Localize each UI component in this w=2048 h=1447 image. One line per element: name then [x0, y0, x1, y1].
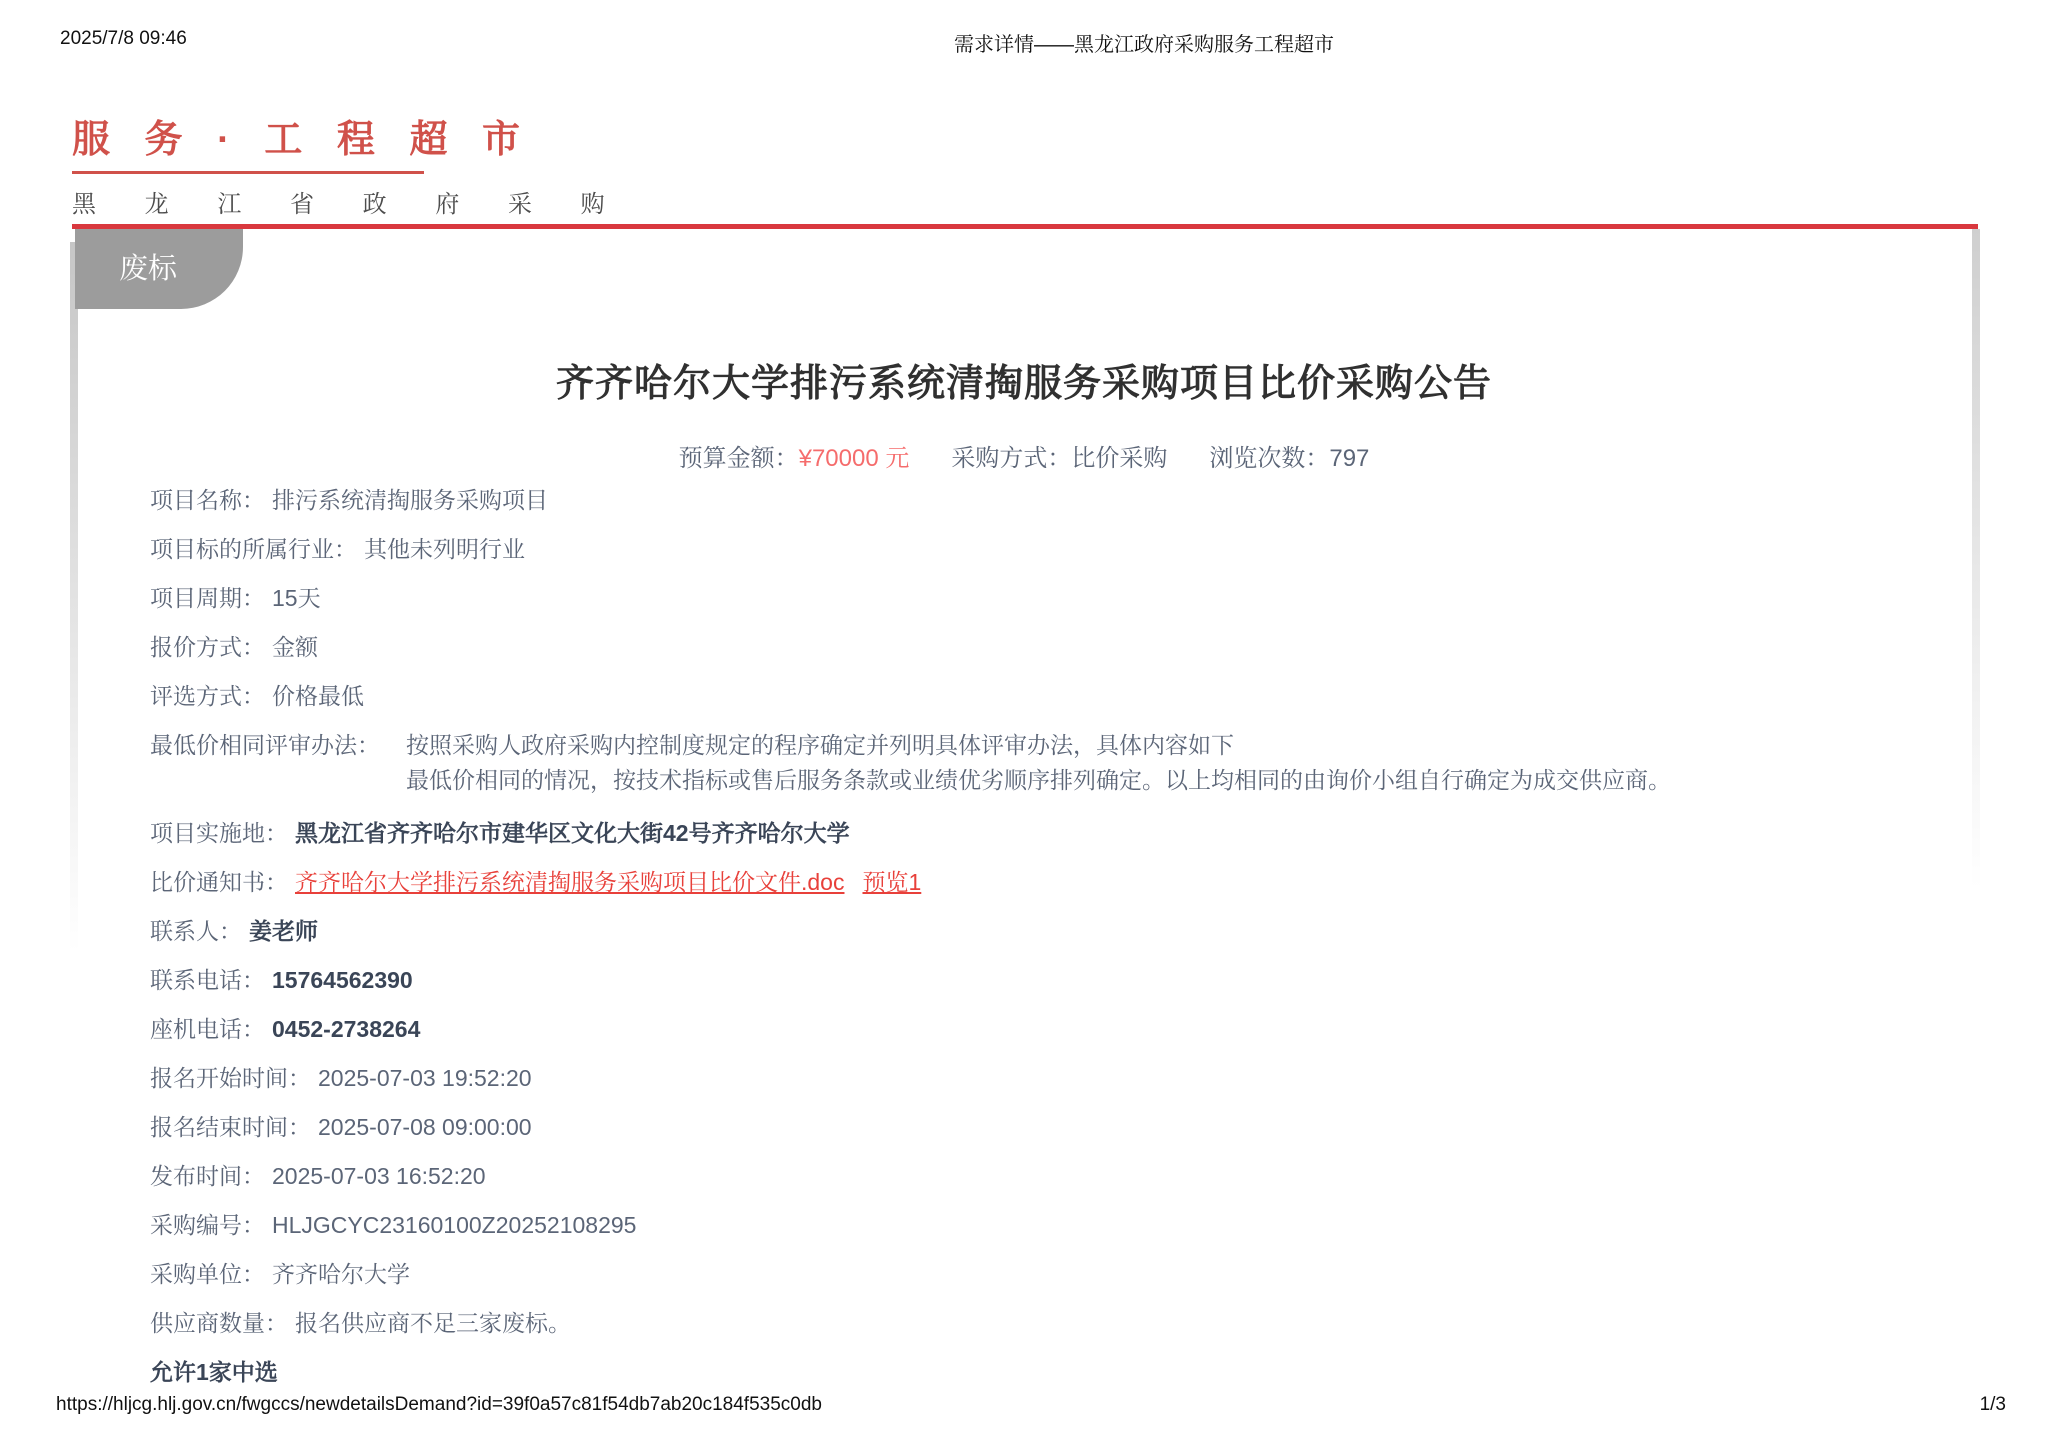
field-value: 15天	[272, 585, 321, 611]
field-value: 2025-07-03 19:52:20	[318, 1065, 532, 1091]
field-row-winner-allowance	[150, 1358, 1938, 1386]
field-row-tie-break-rule	[150, 731, 1938, 798]
field-label: 比价通知书：	[150, 869, 288, 895]
field-row-duration	[150, 584, 1938, 612]
field-row-signup-end	[150, 1113, 1938, 1141]
field-row-landline-phone	[150, 1015, 1938, 1043]
header-divider	[72, 224, 1978, 229]
method-group	[951, 438, 1167, 473]
field-row-project-name	[150, 486, 1938, 514]
budget-group	[679, 438, 910, 473]
budget-label: 预算金额：	[678, 445, 799, 472]
field-value: 排污系统清掏服务采购项目	[272, 487, 548, 513]
site-logo	[72, 108, 626, 219]
print-footer-page-number: 1/3	[1979, 1394, 2006, 1415]
field-value: 价格最低	[272, 683, 364, 709]
method-value: 比价采购	[1071, 445, 1168, 472]
field-value	[406, 728, 1671, 798]
field-row-selection-method	[150, 682, 1938, 710]
field-row-publish-time	[150, 1162, 1938, 1190]
field-value: 金额	[272, 634, 318, 660]
field-row-mobile-phone	[150, 966, 1938, 994]
field-value: 报名供应商不足三家废标。	[295, 1310, 571, 1336]
views-group	[1209, 438, 1369, 473]
field-row-procurement-no	[150, 1211, 1938, 1239]
field-row-purchaser	[150, 1260, 1938, 1288]
field-value: 2025-07-08 09:00:00	[318, 1114, 532, 1140]
field-label: 评选方式：	[150, 683, 265, 709]
field-label: 允许1家中选	[150, 1359, 278, 1385]
field-row-location	[150, 819, 1938, 847]
field-label: 项目周期：	[150, 585, 265, 611]
logo-underline	[72, 171, 424, 174]
field-label: 项目实施地：	[150, 820, 288, 846]
notice-preview-link[interactable]: 预览1	[862, 869, 922, 895]
views-value: 797	[1329, 445, 1370, 472]
field-value: 齐齐哈尔大学	[272, 1261, 410, 1287]
field-value: HLJGCYC23160100Z20252108295	[272, 1212, 637, 1238]
announcement-fields	[150, 486, 1938, 1407]
field-label: 报名结束时间：	[150, 1114, 311, 1140]
print-footer-url: https://hljcg.hlj.gov.cn/fwgccs/newdetailsDemand?id=39f0a57c81f54db7ab20c184f535c0db	[56, 1394, 822, 1415]
field-label: 座机电话：	[150, 1016, 265, 1042]
print-datetime: 2025/7/8 09:46	[60, 28, 187, 49]
field-value: 15764562390	[272, 967, 413, 993]
tie-break-line1: 按照采购人政府采购内控制度规定的程序确定并列明具体评审办法，具体内容如下	[406, 732, 1234, 758]
field-value: 姜老师	[249, 918, 318, 944]
tie-break-line2: 最低价相同的情况，按技术指标或售后服务条款或业绩优劣顺序排列确定。以上均相同的由询价小组自行确定为成交供应商。	[406, 767, 1671, 793]
field-row-industry	[150, 535, 1938, 563]
announcement-meta	[0, 438, 2048, 473]
field-label: 项目标的所属行业：	[150, 536, 357, 562]
field-label: 采购编号：	[150, 1212, 265, 1238]
field-label: 报名开始时间：	[150, 1065, 311, 1091]
field-label: 项目名称：	[150, 487, 265, 513]
field-row-notice-doc	[150, 868, 1938, 896]
field-value: 2025-07-03 16:52:20	[272, 1163, 486, 1189]
field-label: 发布时间：	[150, 1163, 265, 1189]
field-label: 报价方式：	[150, 634, 265, 660]
field-value: 0452-2738264	[272, 1016, 421, 1042]
field-row-quote-method	[150, 633, 1938, 661]
card-left-shadow	[70, 242, 78, 952]
field-row-supplier-count	[150, 1309, 1938, 1337]
field-value: 其他未列明行业	[364, 536, 525, 562]
status-badge	[75, 229, 243, 309]
field-label: 联系电话：	[150, 967, 265, 993]
page-title: 齐齐哈尔大学排污系统清掏服务采购项目比价采购公告	[555, 363, 1492, 405]
field-label: 采购单位：	[150, 1261, 265, 1287]
card-right-shadow	[1972, 229, 1980, 889]
method-label: 采购方式：	[951, 445, 1072, 472]
field-label: 最低价相同评审办法：	[150, 732, 380, 758]
field-label: 供应商数量：	[150, 1310, 288, 1336]
views-label: 浏览次数：	[1209, 445, 1330, 472]
notice-doc-link[interactable]: 齐齐哈尔大学排污系统清掏服务采购项目比价文件.doc	[295, 869, 845, 895]
budget-value: ¥70000 元	[798, 445, 910, 472]
field-row-contact-person	[150, 917, 1938, 945]
field-row-signup-start	[150, 1064, 1938, 1092]
site-logo-subtitle: 黑 龙 江 省 政 府 采 购	[72, 191, 626, 218]
status-badge-label: 废标	[118, 252, 177, 285]
field-label: 联系人：	[150, 918, 242, 944]
field-value: 黑龙江省齐齐哈尔市建华区文化大街42号齐齐哈尔大学	[295, 820, 850, 846]
print-doc-title: 需求详情——黑龙江政府采购服务工程超市	[954, 34, 1334, 56]
site-logo-main: 服 务 · 工 程 超 市	[72, 119, 533, 161]
